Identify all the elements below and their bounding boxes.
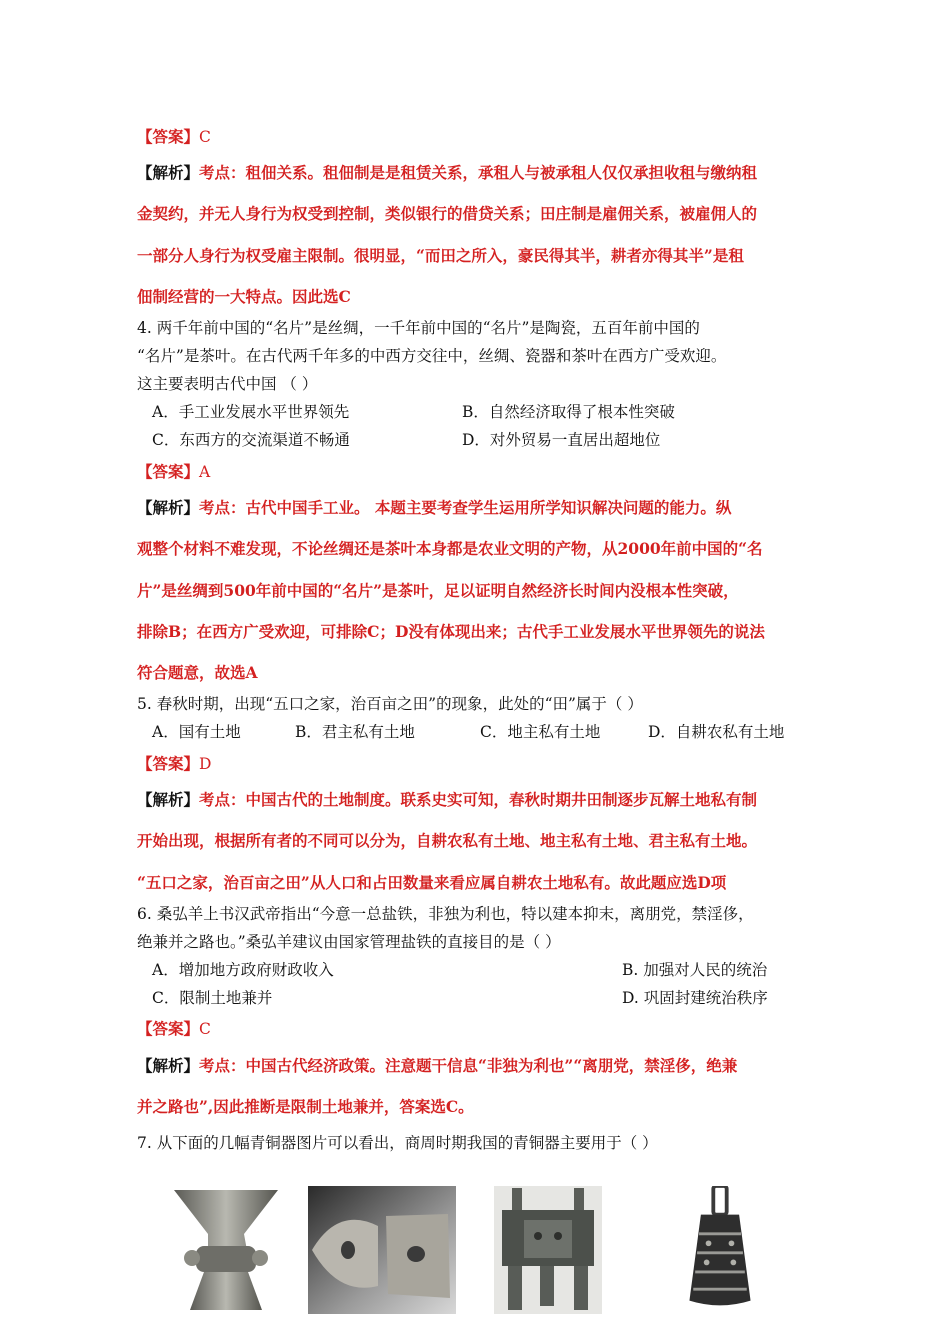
question-5-line: 5. 春秋时期，出现“五口之家，治百亩之田”的现象，此处的“田”属于（ ） <box>137 695 643 713</box>
answer-line <box>137 1018 211 1040</box>
explanation-line: 佃制经营的一大特点。因此选C <box>137 287 351 306</box>
explanation-line: 一部分人身行为权受雇主限制。很明显，“而田之所入，豪民得其半，耕者亦得其半”是租 <box>137 246 744 265</box>
explanation-line: “五口之家，治百亩之田”从人口和占田数量来看应属自耕农土地私有。故此题应选D项 <box>137 873 727 892</box>
explanation-line: 金契约，并无人身行为权受到控制，类似银行的借贷关系；田庄制是雇佣关系，被雇佣人的 <box>137 204 758 223</box>
answer-value: A <box>199 463 211 481</box>
explanation-tag: 【解析】 <box>137 163 200 182</box>
option-c: C．限制土地兼并 <box>152 989 273 1007</box>
explanation-line <box>137 497 731 519</box>
answer-tag: 【答案】 <box>137 462 200 481</box>
answer-tag: 【答案】 <box>137 754 200 773</box>
explanation-line: 开始出现，根据所有者的不同可以分为，自耕农私有土地、地主私有土地、君主私有土地。 <box>137 831 758 850</box>
explanation-line: 符合题意，故选A <box>137 663 258 682</box>
option-d: D. 巩固封建统治秩序 <box>622 989 768 1007</box>
answer-value: C <box>199 128 211 146</box>
bronze-bell-image <box>680 1186 760 1314</box>
answer-tag: 【答案】 <box>137 1019 200 1038</box>
answer-line <box>137 461 210 483</box>
explanation-text: 考点：中国古代的土地制度。联系史实可知，春秋时期井田制逐步瓦解土地私有制 <box>199 790 758 809</box>
explanation-text: 考点：古代中国手工业。 本题主要考查学生运用所学知识解决问题的能力。纵 <box>199 498 732 517</box>
option-b: B．君主私有土地 <box>295 723 415 741</box>
option-c: C．地主私有土地 <box>480 723 601 741</box>
bronze-zun-vessel-image <box>166 1186 286 1314</box>
option-a: A．手工业发展水平世界领先 <box>152 403 350 421</box>
explanation-text: 考点：租佃关系。租佃制是是租赁关系，承租人与被承租人仅仅承担收租与缴纳租 <box>199 163 758 182</box>
option-d: D．对外贸易一直居出超地位 <box>462 431 661 449</box>
answer-line <box>137 753 211 775</box>
explanation-line: 并之路也”,因此推断是限制土地兼并，答案选C。 <box>137 1097 474 1116</box>
question-4-line: “名片”是茶叶。在古代两千年多的中西方交往中，丝绸、瓷器和茶叶在西方广受欢迎。 <box>137 347 727 365</box>
question-6-line: 6. 桑弘羊上书汉武帝指出“今意一总盐铁，非独为利也，特以建本抑末，离朋党，禁淫侈， <box>137 905 754 923</box>
option-a: A．增加地方政府财政收入 <box>152 961 334 979</box>
option-b: B. 加强对人民的统治 <box>622 961 768 979</box>
explanation-line: 片”是丝绸到500年前中国的“名片”是茶叶，足以证明自然经济长时间内没根本性突破， <box>137 581 739 600</box>
question-7-line: 7. 从下面的几幅青铜器图片可以看出，商周时期我国的青铜器主要用于（ ） <box>137 1134 658 1152</box>
explanation-line <box>137 1055 737 1077</box>
bronze-spade-image <box>308 1186 456 1314</box>
question-6-line: 绝兼并之路也。”桑弘羊建议由国家管理盐铁的直接目的是（ ） <box>137 933 561 951</box>
option-a: A．国有土地 <box>152 723 241 741</box>
answer-line <box>137 126 211 148</box>
option-d: D．自耕农私有土地 <box>648 723 785 741</box>
option-b: B．自然经济取得了根本性突破 <box>462 403 675 421</box>
answer-value: D <box>199 755 212 773</box>
question-4-line: 这主要表明古代中国 （ ） <box>137 375 318 393</box>
explanation-tag: 【解析】 <box>137 498 200 517</box>
explanation-line: 排除B；在西方广受欢迎，可排除C；D没有体现出来；古代手工业发展水平世界领先的说法 <box>137 622 765 641</box>
explanation-text: 考点：中国古代经济政策。注意题干信息“非独为利也”“离朋党，禁淫侈，绝兼 <box>199 1056 738 1075</box>
answer-tag: 【答案】 <box>137 127 200 146</box>
explanation-line: 观整个材料不难发现，不论丝绸还是茶叶本身都是农业文明的产物，从2000年前中国的“名 <box>137 539 763 558</box>
answer-value: C <box>199 1020 211 1038</box>
bronze-ding-cauldron-image <box>494 1186 602 1314</box>
question-4-line: 4. 两千年前中国的“名片”是丝绸，一千年前中国的“名片”是陶瓷，五百年前中国的 <box>137 319 700 337</box>
explanation-line <box>137 789 757 811</box>
explanation-line <box>137 162 757 184</box>
explanation-tag: 【解析】 <box>137 1056 200 1075</box>
explanation-tag: 【解析】 <box>137 790 200 809</box>
option-c: C．东西方的交流渠道不畅通 <box>152 431 350 449</box>
